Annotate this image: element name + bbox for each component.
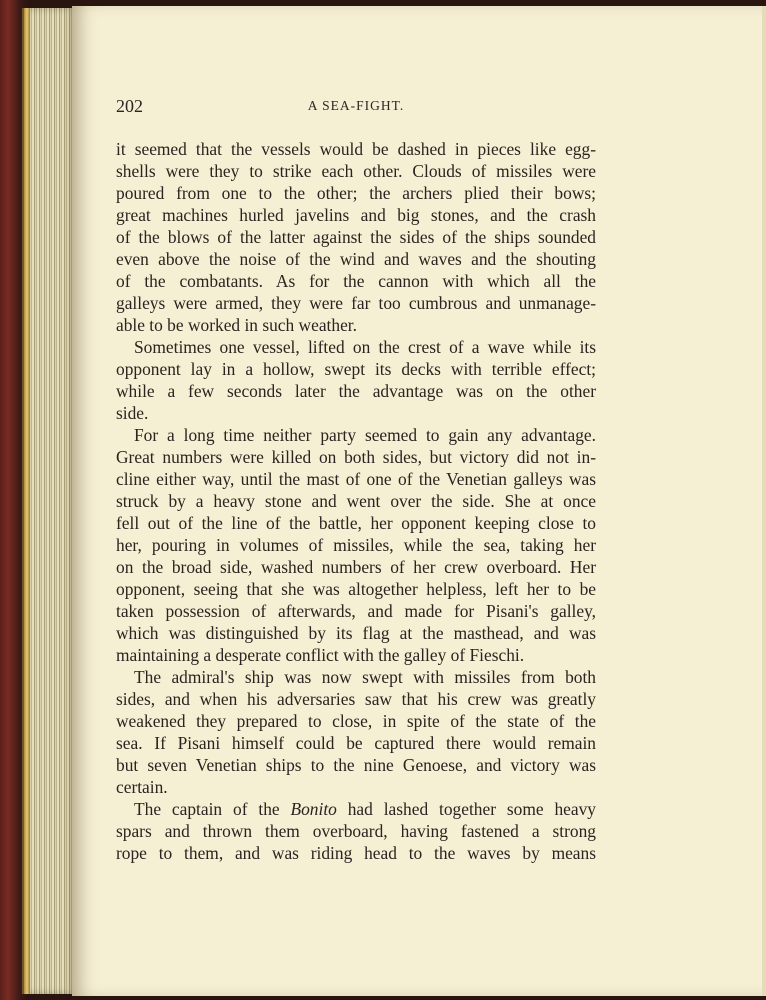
text-line: sides, and when his adversaries saw that his crew was greatly	[116, 689, 596, 709]
text-line: sea. If Pisani himself could be captured there would remain	[116, 733, 596, 753]
page-number: 202	[116, 96, 143, 116]
text-line: certain.	[116, 777, 168, 797]
body-text	[116, 138, 596, 864]
ship-name: Bonito	[290, 799, 337, 819]
text-line: rope to them, and was riding head to the waves by means	[116, 843, 596, 863]
text-line: great machines hurled javelins and big stones, and the crash	[116, 205, 596, 225]
text-line: of the blows of the latter against the sides of the ships sounded	[116, 227, 596, 247]
text-line: side.	[116, 403, 149, 423]
text-fragment: had lashed together some heavy	[336, 799, 596, 819]
text-line: maintaining a desperate conflict with the galley of Fieschi.	[116, 645, 525, 665]
running-title: A SEA-FIGHT.	[307, 98, 405, 113]
text-line: spars and thrown them overboard, having fastened a strong	[116, 821, 596, 841]
text-line: weakened they prepared to close, in spite of the state of the	[116, 711, 596, 731]
text-line: shells were they to strike each other. Clouds of missiles were	[116, 161, 596, 181]
text-line: galleys were armed, they were far too cumbrous and unmanage-	[116, 293, 596, 313]
page-edges	[22, 8, 77, 994]
text-line	[116, 798, 596, 820]
text-line: her, pouring in volumes of missiles, while the sea, taking her	[116, 535, 596, 555]
page-right-edge	[762, 6, 766, 996]
text-line: fell out of the line of the battle, her opponent keeping close to	[116, 513, 596, 533]
text-line: Great numbers were killed on both sides, but victory did not in-	[116, 447, 596, 467]
text-line: it seemed that the vessels would be dashed in pieces like egg-	[116, 139, 596, 159]
text-line: of the combatants. As for the cannon with which all the	[116, 271, 596, 291]
text-line: able to be worked in such weather.	[116, 315, 357, 335]
text-line: which was distinguished by its flag at the masthead, and was	[116, 623, 596, 643]
text-line: while a few seconds later the advantage was on the other	[116, 381, 596, 401]
text-line: Sometimes one vessel, lifted on the crest of a wave while its	[134, 337, 596, 357]
text-line: For a long time neither party seemed to gain any advantage.	[134, 425, 596, 445]
text-line: struck by a heavy stone and went over the side. She at once	[116, 491, 596, 511]
text-line: opponent lay in a hollow, swept its decks with terrible effect;	[116, 359, 596, 379]
text-line: poured from one to the other; the archers plied their bows;	[116, 183, 596, 203]
text-line: opponent, seeing that she was altogether helpless, left her to be	[116, 579, 596, 599]
text-line: on the broad side, washed numbers of her crew overboard. Her	[116, 557, 596, 577]
text-fragment: The captain of the	[134, 799, 291, 819]
text-line: but seven Venetian ships to the nine Genoese, and victory was	[116, 755, 596, 775]
text-line: taken possession of afterwards, and made for Pisani's galley,	[116, 601, 596, 621]
page-header	[116, 96, 596, 120]
text-line: even above the noise of the wind and waves and the shouting	[116, 249, 596, 269]
text-line: cline either way, until the mast of one of the Venetian galleys was	[116, 469, 596, 489]
text-line: The admiral's ship was now swept with missiles from both	[134, 667, 596, 687]
gilt-edge	[24, 8, 30, 994]
